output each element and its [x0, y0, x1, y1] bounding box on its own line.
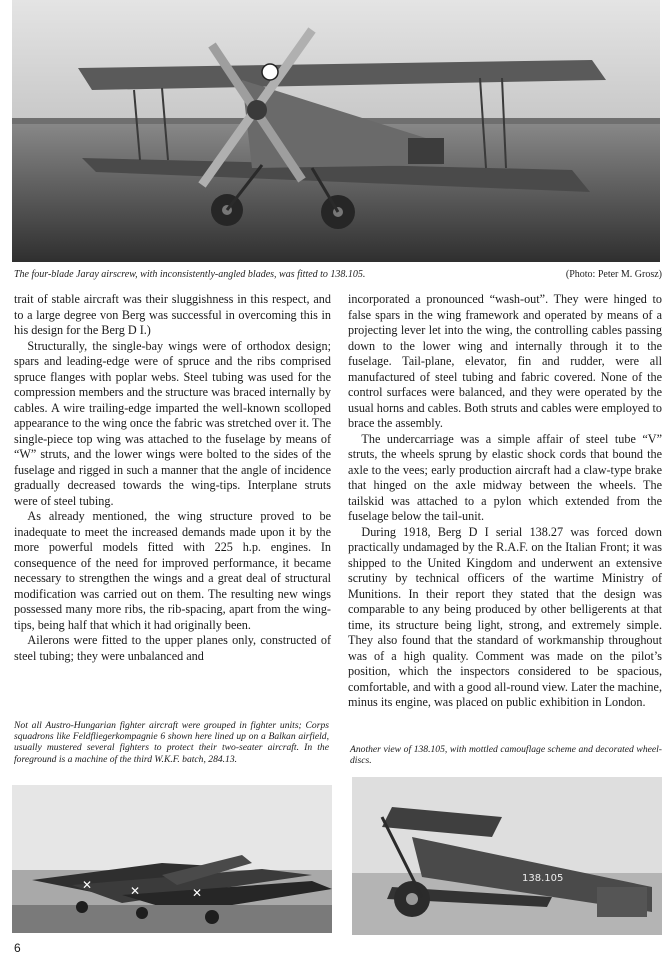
right-paragraph-1: incorporated a pronounced “wash-out”. They were hinged to false spars in the wing framework and operated by means of a projecting lever let into the wing, the controlling cables passing down to the lower wing and internally through it to the fuselage. Tail-plane, elevator, fin and rudder, were all manufactured of steel tubing and fabric covered. None of the control surfaces were balanced, and they were operated by the usual horns and cables. Both struts and cables were employed to brace the assembly.: [348, 292, 662, 430]
bottom-left-caption: Not all Austro-Hungarian fighter aircraft were grouped in fighter units; Corps squadrons like Feldfliegerkompagnie 6 shown here lined up on a Balkan airfield, usually mustered several fighters to protect their two-seater aircraft. In the foreground is a machine of the third W.K.F. batch, 284.13.: [14, 720, 329, 765]
left-column-text: [14, 292, 331, 664]
bottom-right-photo-138-105: [352, 777, 662, 935]
right-paragraph-3: During 1918, Berg D I serial 138.27 was forced down practically undamaged by the R.A.F. on the Italian Front; it was shipped to the United Kingdom and underwent an extensive scrutiny by technical officers of the wartime Ministry of Munitions. In their report they stated that the design was comparable to any being produced by other belligerents at that time, its structure being light, strong, and extremely simple. They also found that the standard of workmanship throughout was of a high quality. Comment was made on the pilot’s position, which the inspectors considered to be spacious, comfortable, and with a good all-round view. Later the machine, minus its engine, was placed on public exhibition in London.: [348, 524, 662, 709]
left-paragraph-3: As already mentioned, the wing structure proved to be inadequate to meet the increased demands made upon it by the more powerful models fitted with 225 h.p. engines. In consequence of the need for improved performance, it became necessary to strengthen the wings and a great deal of structural modification was carried out on them. The resulting new wings possessed many more ribs, the rib-spacing, apart from the wing-tips, being half that which it had originally been.: [14, 509, 331, 632]
left-paragraph-4: Ailerons were fitted to the upper planes only, constructed of steel tubing; they were unbalanced and: [14, 633, 331, 663]
bottom-left-photo-lineup: [12, 785, 332, 933]
top-photo-berg-d1: [12, 0, 660, 262]
svg-text:✕: ✕: [82, 878, 93, 892]
right-column-text: [348, 292, 662, 711]
top-photo-credit: (Photo: Peter M. Grosz): [565, 269, 662, 280]
page-number: 6: [14, 941, 21, 955]
fuselage-serial-marking: 138.105: [522, 873, 564, 884]
right-paragraph-2: The undercarriage was a simple affair of steel tube “V” struts, the wheels sprung by elastic shock cords that bound the axle to the vees; early production aircraft had a claw-type brake that hinged on the axle midway between the wheels. The tailskid was attached to a pylon which extended from the fuselage below the tail-unit.: [348, 431, 662, 523]
left-paragraph-2: Structurally, the single-bay wings were of orthodox design; spars and leading-edge were of spruce and the ribs comprised spruce flanges with poplar webs. Steel tubing was used for the compression members and the structure was braced internally by cables. A wire trailing-edge imparted the well-known scolloped appearance to the wing once the fabric was stretched over it. The single-piece top wing was attached to the fuselage by means of “W” struts, and the lower wings were bolted to the sides of the fuselage and rigged in such a manner that the angle of incidence gradually decreased towards the wing-tips. Interplane struts were of steel tubing.: [14, 338, 331, 508]
svg-text:✕: ✕: [192, 886, 203, 900]
top-photo-caption: The four-blade Jaray airscrew, with inconsistently-angled blades, was fitted to 138.105.: [14, 269, 366, 280]
left-paragraph-1: trait of stable aircraft was their sluggishness in this respect, and to a large degree von Berg was successful in overcoming this in his design for the Berg D I.): [14, 292, 331, 337]
bottom-right-caption: Another view of 138.105, with mottled camouflage scheme and decorated wheel-discs.: [350, 744, 662, 767]
svg-text:✕: ✕: [130, 884, 141, 898]
